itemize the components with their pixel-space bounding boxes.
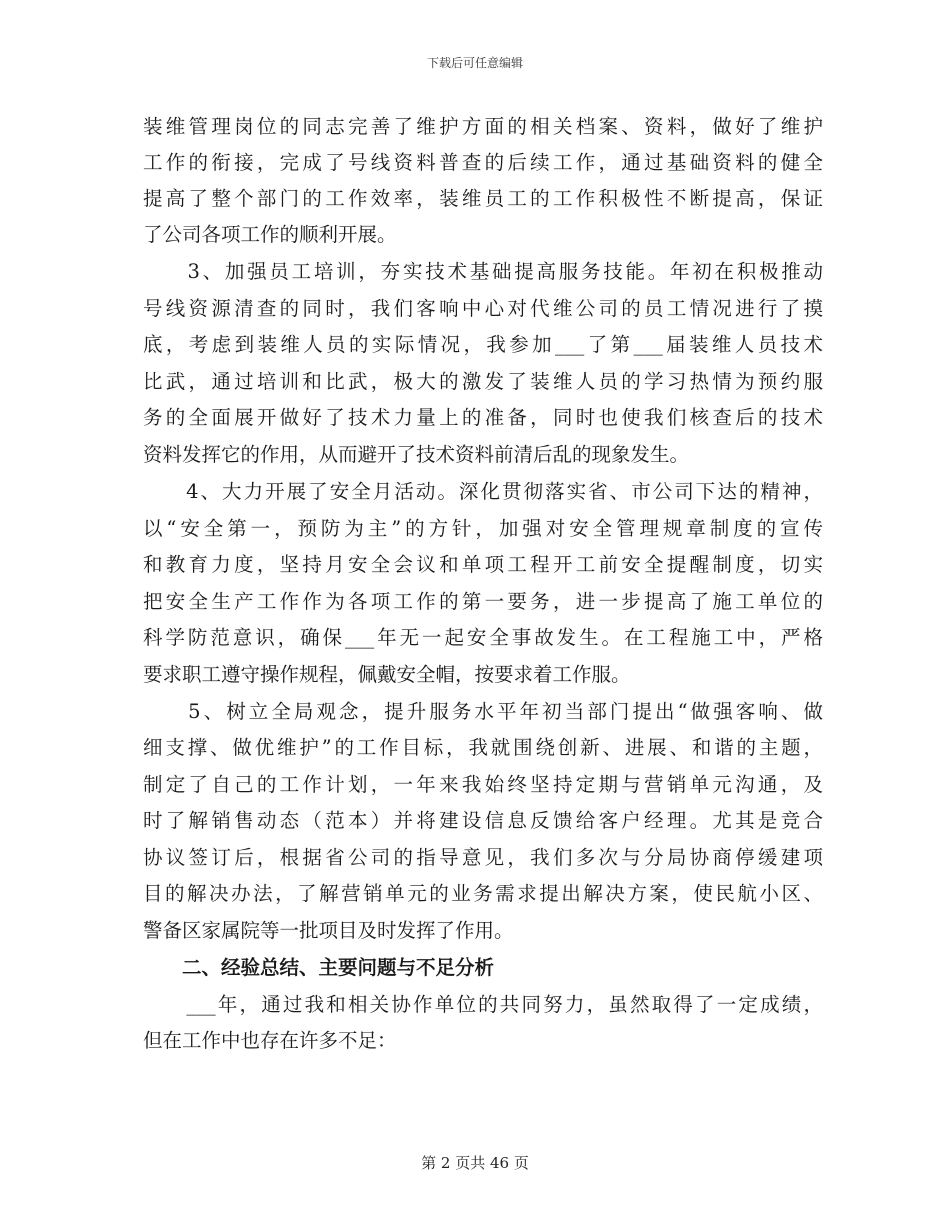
body-line: ___年，通过我和相关协作单位的共同努力，虽然取得了一定成绩，: [143, 993, 823, 1016]
body-line: 警备区家属院等一批项目及时发挥了作用。: [143, 919, 514, 942]
body-line: 目的解决办法，了解营销单元的业务需求提出解决方案，使民航小区、: [143, 882, 823, 905]
body-line: 了公司各项工作的顺利开展。: [143, 223, 397, 246]
body-line: 3、加强员工培训，夯实技术基础提高服务技能。年初在积极推动: [143, 260, 823, 283]
body-line: 以“安全第一，预防为主”的方针，加强对安全管理规章制度的宣传: [143, 517, 823, 540]
body-line: 务的全面展开做好了技术力量上的准备，同时也使我们核查后的技术: [143, 406, 823, 429]
body-line: 工作的衔接，完成了号线资料普查的后续工作，通过基础资料的健全: [143, 151, 823, 174]
body-line: 5、树立全局观念，提升服务水平年初当部门提出“做强客响、做: [143, 700, 823, 723]
body-line: 号线资源清查的同时，我们客响中心对代维公司的员工情况进行了摸: [143, 297, 823, 320]
body-line: 把安全生产工作作为各项工作的第一要务，进一步提高了施工单位的: [143, 590, 823, 613]
body-line: 底，考虑到装维人员的实际情况，我参加___了第___届装维人员技术: [143, 333, 823, 356]
page-number: 第 2 页共 46 页: [421, 1154, 529, 1172]
body-line: 4、大力开展了安全月活动。深化贯彻落实省、市公司下达的精神，: [143, 480, 823, 503]
body-line: 细支撑、做优维护”的工作目标，我就围绕创新、进展、和谐的主题，: [143, 736, 823, 759]
body-line: 协议签订后，根据省公司的指导意见，我们多次与分局协商停缓建项: [143, 846, 823, 869]
body-line: 资料发挥它的作用，从而避开了技术资料前清后乱的现象发生。: [143, 443, 690, 466]
section-heading: 二、经验总结、主要问题与不足分析: [143, 956, 495, 979]
body-line: 装维管理岗位的同志完善了维护方面的相关档案、资料，做好了维护: [143, 115, 823, 138]
body-line: 科学防范意识，确保___年无一起安全事故发生。在工程施工中，严格: [143, 626, 823, 649]
body-line: 和教育力度，坚持月安全会议和单项工程开工前安全提醒制度，切实: [143, 553, 823, 576]
body-line: 要求职工遵守操作规程，佩戴安全帽，按要求着工作服。: [143, 663, 631, 686]
header-note: 下载后可任意编辑: [426, 56, 523, 70]
body-line: 时了解销售动态（范本）并将建设信息反馈给客户经理。尤其是竞合: [143, 809, 823, 832]
body-line: 但在工作中也存在许多不足：: [143, 1029, 397, 1052]
body-line: 比武，通过培训和比武，极大的激发了装维人员的学习热情为预约服: [143, 370, 823, 393]
body-line: 制定了自己的工作计划，一年来我始终坚持定期与营销单元沟通，及: [143, 773, 823, 796]
body-line: 提高了整个部门的工作效率，装维员工的工作积极性不断提高，保证: [143, 187, 823, 210]
